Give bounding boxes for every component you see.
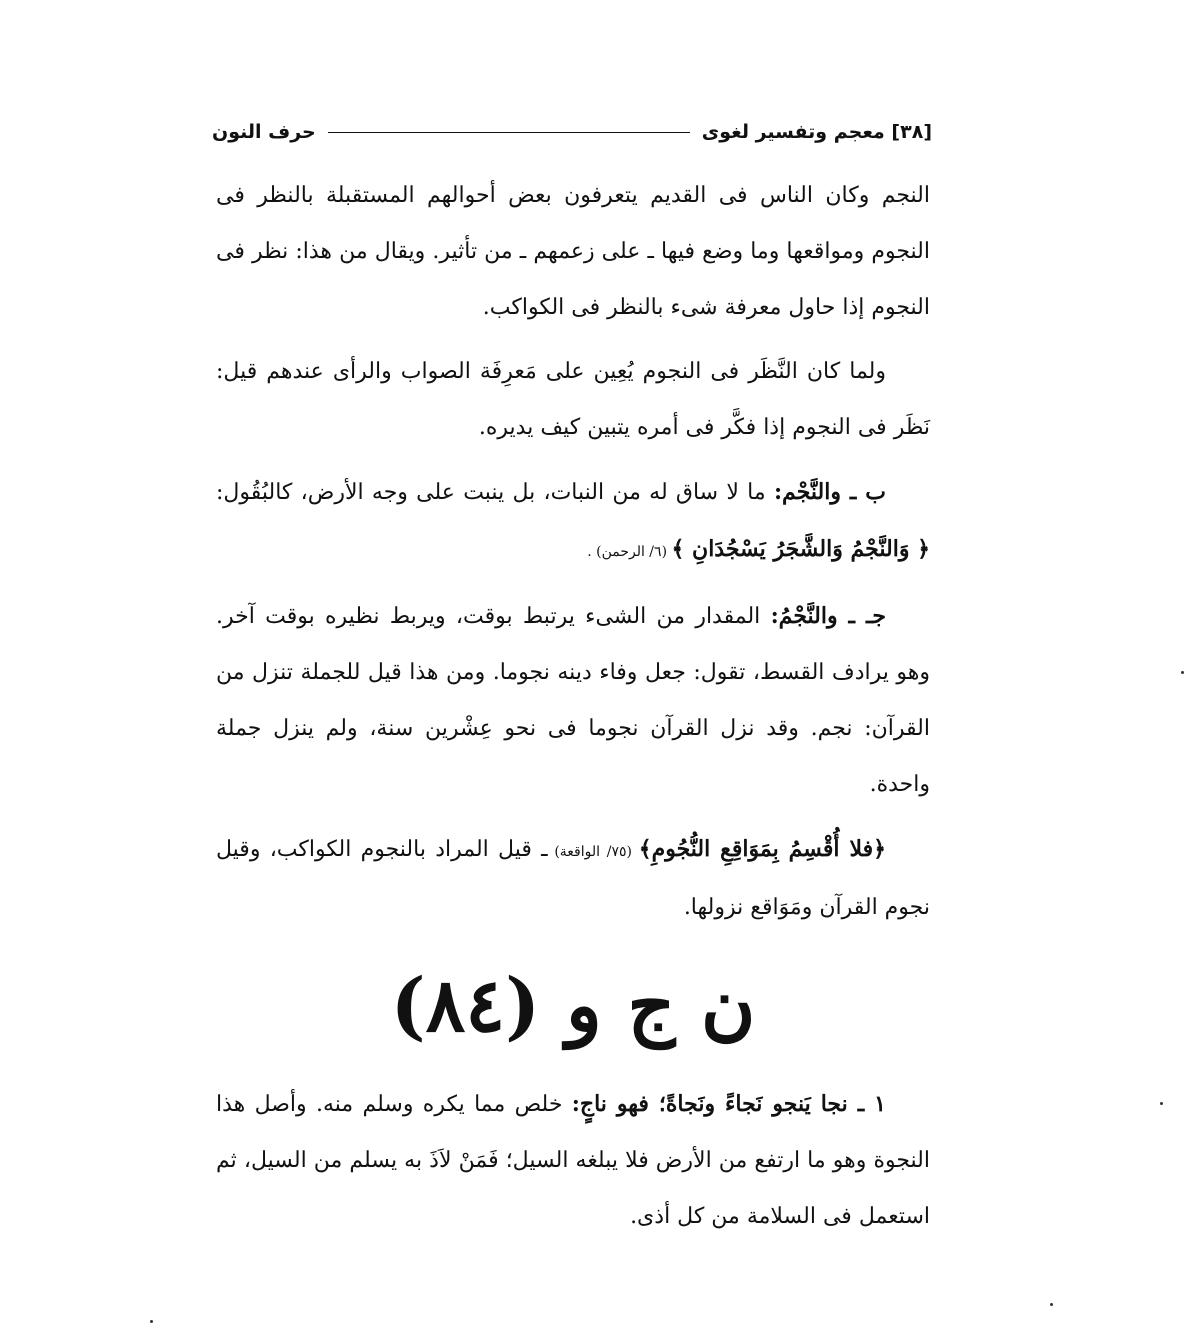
verse-ref-2: (٧٥/ الواقعة) xyxy=(547,844,639,860)
section-title: حرف النون xyxy=(212,121,316,143)
body-text-upper xyxy=(216,168,930,944)
paragraph-1: النجم وكان الناس فى القديم يتعرفون بعض أحوالهم المستقبلة بالنظر فى النجوم ومواقعها وما وضع فيها ـ على زعمهم ـ من تأثير. ويقال من هذا: نظر فى النجوم إذا حاول معرفة شىء بالنظر فى الكواكب. xyxy=(216,183,930,320)
header-rule xyxy=(328,132,690,133)
scan-speck xyxy=(1181,671,1184,674)
root-heading: ن ج و (٨٤) xyxy=(390,963,756,1049)
quran-verse-1: ﴿ وَالنَّجْمُ وَالشَّجَرُ يَسْجُدَانِ ﴾ xyxy=(671,536,930,562)
body-text-lower xyxy=(216,1076,930,1245)
definition-label-b: ب ـ والنَّجْم: xyxy=(773,479,886,505)
paragraph-2: ولما كان النَّظَر فى النجوم يُعِين على مَعرِفَة الصواب والرأى عندهم قيل: نَظَر فى النجوم إذا فكَّر فى أمره يتبين كيف يديره. xyxy=(216,359,930,440)
entry-label: ١ ـ نجا يَنجو نَجاءً ونَجاةً؛ فهو ناجٍ: xyxy=(571,1091,886,1117)
paragraph-3 xyxy=(216,464,930,580)
running-header xyxy=(212,118,932,146)
paragraph-5-text: ـ قيل المراد بالنجوم الكواكب، وقيل نجوم القرآن ومَوَاقع نزولها. xyxy=(216,837,930,920)
scan-speck xyxy=(1160,1102,1163,1105)
definition-label-c: جـ ـ والنَّجْمُ: xyxy=(770,603,886,629)
page-title: [٣٨] معجم وتفسير لغوى xyxy=(701,121,932,143)
scan-speck xyxy=(150,1320,153,1323)
paragraph-5 xyxy=(216,821,930,936)
definition-b-text: ما لا ساق له من النبات، بل ينبت على وجه الأرض، كالبُقُول: xyxy=(216,480,774,505)
scan-speck xyxy=(1050,1303,1053,1306)
quran-verse-2: ﴿فلا أُقْسِمُ بِمَوَاقِعِ النُّجُومِ﴾ xyxy=(638,836,886,862)
entry-paragraph xyxy=(216,1076,930,1245)
paragraph-4 xyxy=(216,588,930,813)
definition-c-text: المقدار من الشىء يرتبط بوقت، ويربط نظيره بوقت آخر. وهو يرادف القسط، تقول: جعل وفاء دينه نجوما. ومن هذا قيل للجملة تنزل من القرآن: نجم. وقد نزل القرآن نجوما فى نحو عِشْرين سنة، ولم ينزل جملة واحدة. xyxy=(216,604,930,797)
verse-ref-1: (٦/ الرحمن) . xyxy=(587,544,672,560)
entry-text: خلص مما يكره وسلم منه. وأصل هذا النجوة وهو ما ارتفع من الأرض فلا يبلغه السيل؛ فَمَنْ لاَذَ به يسلم من السيل، ثم استعمل فى السلامة من كل أذى. xyxy=(216,1092,930,1229)
